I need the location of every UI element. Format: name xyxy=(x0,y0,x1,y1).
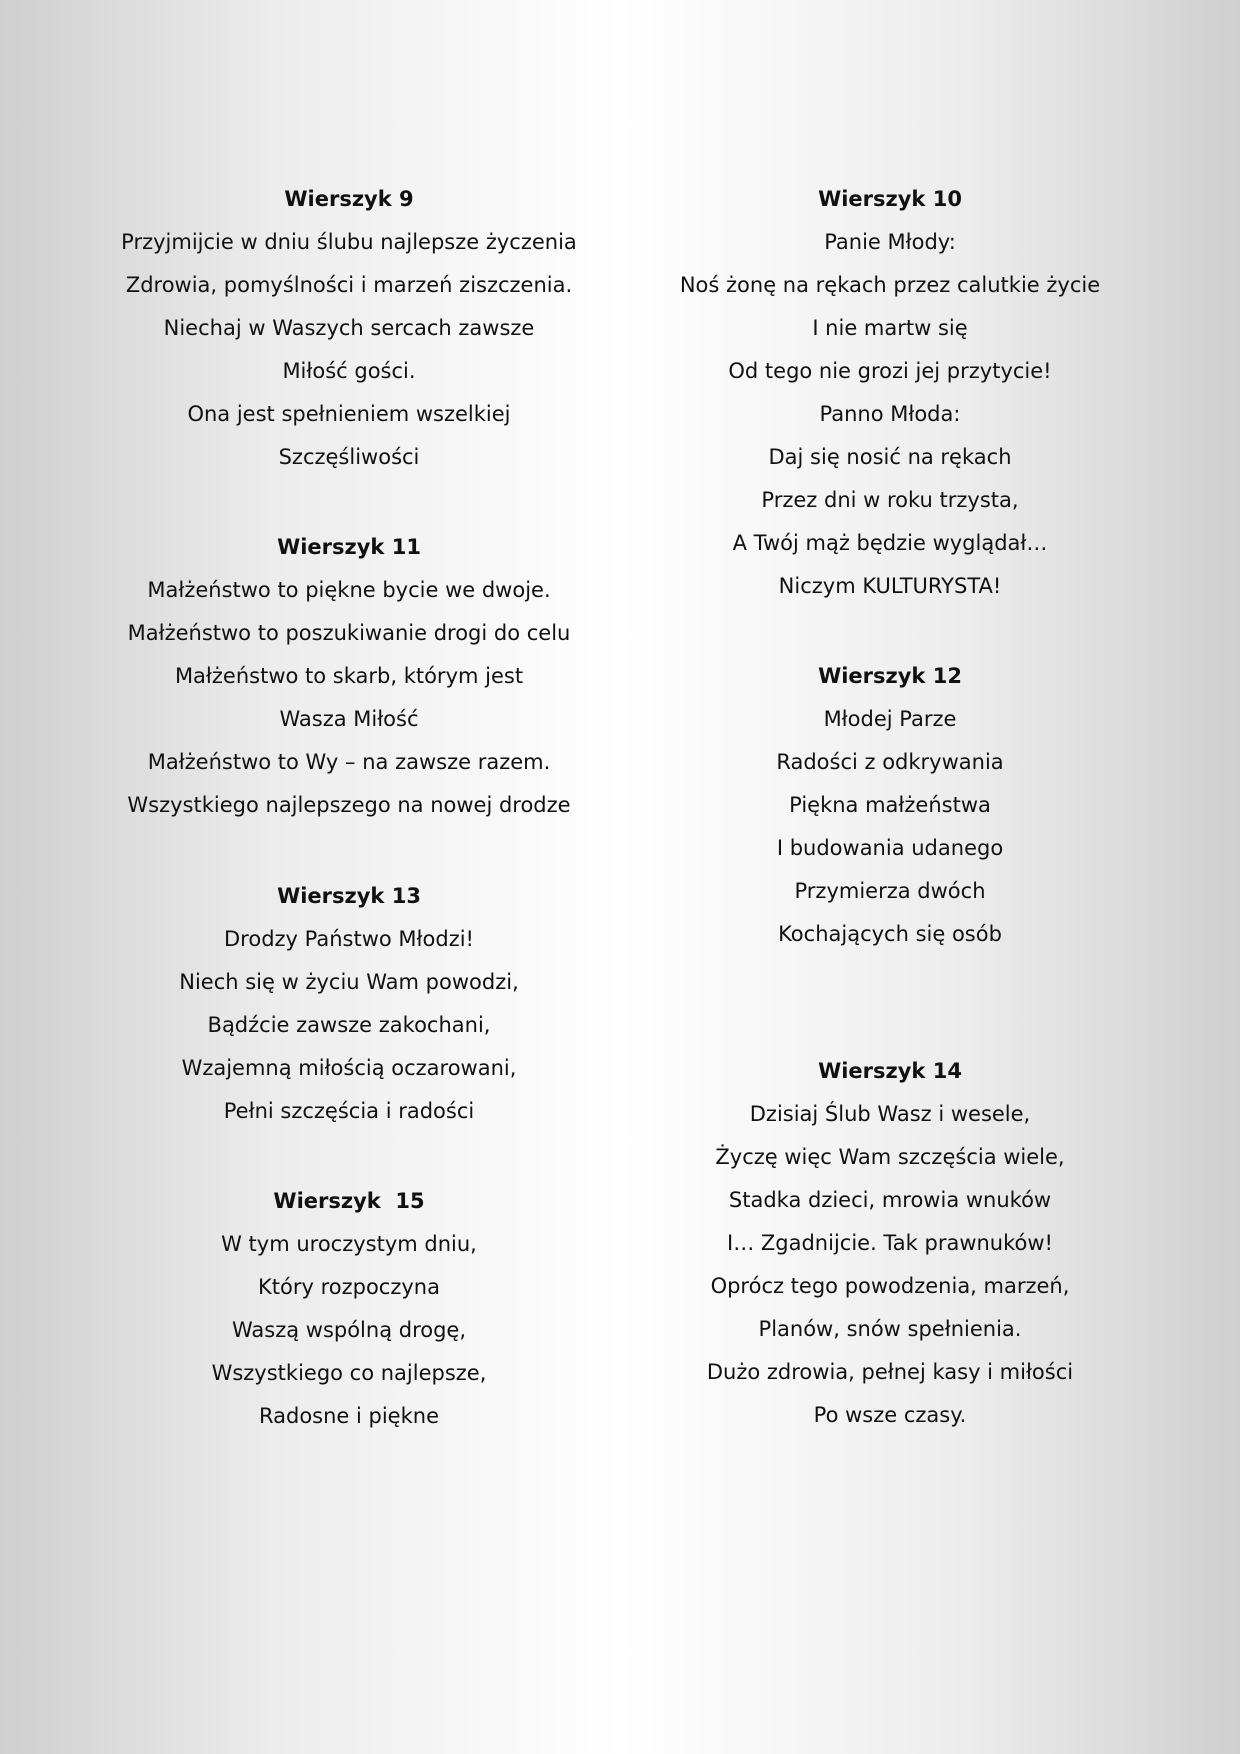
poem-line: Wzajemną miłością oczarowani, xyxy=(181,1056,517,1080)
poem-line: Który rozpoczyna xyxy=(258,1275,440,1299)
poem-title: Wierszyk 15 xyxy=(273,1189,425,1213)
poem-line: Młodej Parze xyxy=(823,707,957,731)
poem-12 xyxy=(655,655,1125,956)
poem-line: Radosne i piękne xyxy=(258,1404,439,1428)
poem-line: Wszystkiego najlepszego na nowej drodze xyxy=(127,793,571,817)
poem-line: Panno Młoda: xyxy=(819,402,961,426)
poem-line: Planów, snów spełnienia. xyxy=(758,1317,1022,1341)
poem-line: I… Zgadnijcie. Tak prawnuków! xyxy=(727,1231,1053,1255)
poem-line: I nie martw się xyxy=(812,316,968,340)
poem-line: Zdrowia, pomyślności i marzeń ziszczenia. xyxy=(125,273,573,297)
poem-title: Wierszyk 13 xyxy=(277,884,421,908)
poem-line: I budowania udanego xyxy=(776,836,1004,860)
poem-line: Małżeństwo to Wy – na zawsze razem. xyxy=(147,750,551,774)
poem-line: Stadka dzieci, mrowia wnuków xyxy=(728,1188,1052,1212)
poem-line: Kochających się osób xyxy=(778,922,1002,946)
poem-15 xyxy=(114,1180,584,1438)
poem-line: Panie Młody: xyxy=(824,230,956,254)
poem-title: Wierszyk 10 xyxy=(818,187,962,211)
poem-line: Miłość gości. xyxy=(282,359,416,383)
poem-title: Wierszyk 14 xyxy=(818,1059,962,1083)
poem-13 xyxy=(114,875,584,1133)
poem-line: Oprócz tego powodzenia, marzeń, xyxy=(710,1274,1070,1298)
poem-line: Ona jest spełnieniem wszelkiej xyxy=(187,402,511,426)
poem-line: Przymierza dwóch xyxy=(794,879,986,903)
poem-line: Niczym KULTURYSTA! xyxy=(778,574,1002,598)
poem-line: Noś żonę na rękach przez calutkie życie xyxy=(679,273,1101,297)
poem-line: Przyjmijcie w dniu ślubu najlepsze życzenia xyxy=(121,230,577,254)
poem-title: Wierszyk 9 xyxy=(284,187,414,211)
poem-title: Wierszyk 11 xyxy=(277,535,421,559)
poem-line: W tym uroczystym dniu, xyxy=(221,1232,477,1256)
poem-line: Niechaj w Waszych sercach zawsze xyxy=(163,316,535,340)
poem-line: Dzisiaj Ślub Wasz i wesele, xyxy=(749,1102,1031,1126)
poem-line: Daj się nosić na rękach xyxy=(768,445,1012,469)
poem-line: Niech się w życiu Wam powodzi, xyxy=(179,970,519,994)
poem-title: Wierszyk 12 xyxy=(818,664,962,688)
poem-line: Waszą wspólną drogę, xyxy=(231,1318,467,1342)
poem-line: Bądźcie zawsze zakochani, xyxy=(207,1013,491,1037)
poem-line: Wasza Miłość xyxy=(279,707,419,731)
poem-line: Po wsze czasy. xyxy=(813,1403,967,1427)
poem-line: Od tego nie grozi jej przytycie! xyxy=(728,359,1052,383)
poem-line: Drodzy Państwo Młodzi! xyxy=(224,927,474,951)
poem-line: Małżeństwo to skarb, którym jest xyxy=(174,664,524,688)
poem-line: Wszystkiego co najlepsze, xyxy=(211,1361,487,1385)
poem-line: Szczęśliwości xyxy=(278,445,420,469)
poem-10 xyxy=(655,178,1125,608)
poem-line: Przez dni w roku trzysta, xyxy=(761,488,1019,512)
poem-line: Pełni szczęścia i radości xyxy=(223,1099,475,1123)
poem-line: Radości z odkrywania xyxy=(776,750,1004,774)
poem-14 xyxy=(655,1050,1125,1437)
poem-9 xyxy=(114,178,584,479)
poem-line: Małżeństwo to poszukiwanie drogi do celu xyxy=(127,621,571,645)
poem-line: A Twój mąż będzie wyglądał… xyxy=(732,531,1048,555)
poem-line: Dużo zdrowia, pełnej kasy i miłości xyxy=(706,1360,1074,1384)
poem-line: Piękna małżeństwa xyxy=(789,793,991,817)
poem-line: Małżeństwo to piękne bycie we dwoje. xyxy=(147,578,551,602)
poem-line: Życzę więc Wam szczęścia wiele, xyxy=(715,1145,1065,1169)
poem-11 xyxy=(114,526,584,827)
